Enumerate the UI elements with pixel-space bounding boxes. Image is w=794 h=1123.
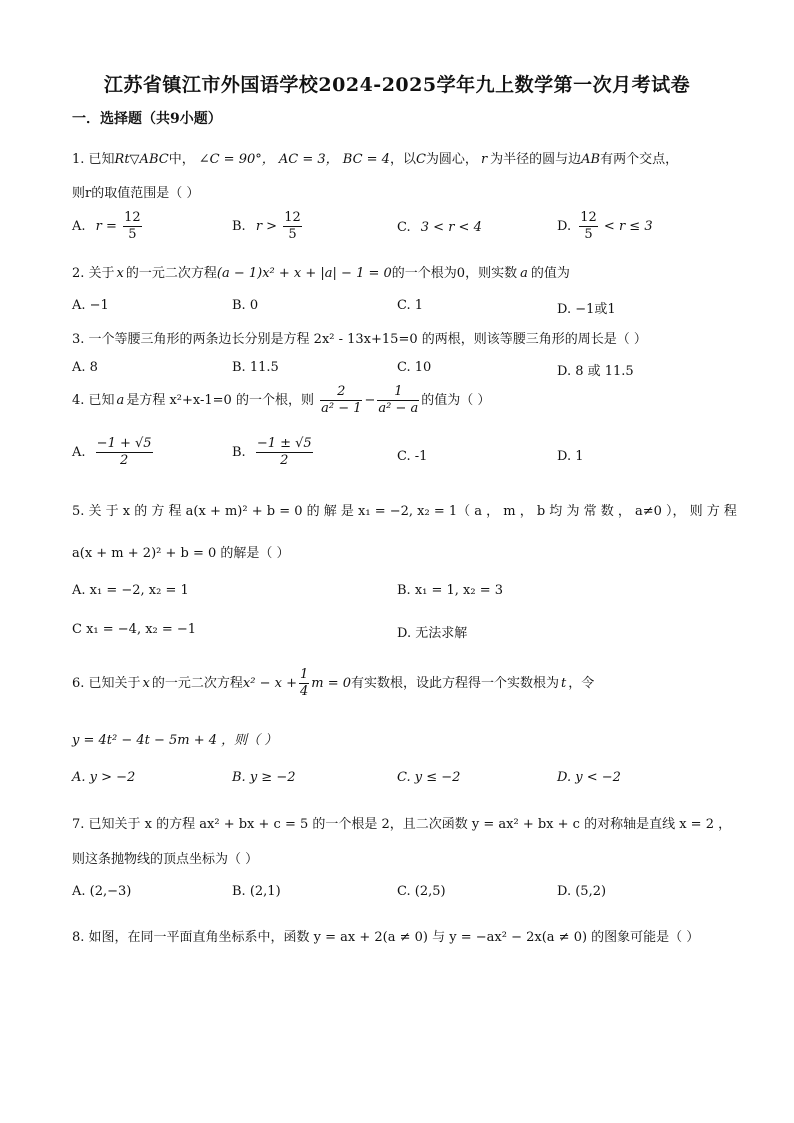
question-7-stem: 7. 已知关于 x 的方程 ax² + bx + c = 5 的一个根是 2，且二次函数 y = ax² + bx + c 的对称轴是直线 x = 2 ， — [72, 817, 732, 832]
q6-option-d[interactable]: D. y < −2 — [557, 770, 621, 785]
q2-text-b: 的一元二次方程 — [125, 266, 217, 281]
q6-equation-left: x² − x + — [242, 676, 297, 691]
q1-text-j: 有两个交点， — [600, 152, 679, 167]
q4-text-c: 的值为（ ） — [421, 393, 491, 408]
q5-option-d[interactable]: D. 无法求解 — [397, 626, 468, 641]
q6-option-b[interactable]: B. y ≥ −2 — [232, 770, 296, 785]
fraction-denominator: a² − 1 — [321, 401, 362, 416]
q7-option-c[interactable]: C. (2,5) — [397, 884, 446, 899]
q7-option-a[interactable]: A. (2,−3) — [72, 884, 132, 899]
q2-text-c: 的一个根为0，则实数 — [391, 266, 518, 281]
question-5-stem: 5. 关 于 x 的 方 程 a(x + m)² + b = 0 的 解 是 x₁ = −2, x₂ = 1（ a ， m ， b 均 为 常 数 ， a≠0 ）， 则 方 程 — [72, 504, 737, 519]
q2-option-b[interactable]: B. 0 — [232, 298, 259, 313]
q1-text-a: 1. 已知 — [72, 152, 115, 167]
fraction — [256, 436, 313, 469]
option-text: < r ≤ 3 — [603, 219, 653, 234]
fraction-denominator: 4 — [299, 684, 309, 699]
q3-option-d[interactable]: D. 8 或 11.5 — [557, 364, 634, 379]
question-1-stem — [72, 148, 678, 167]
option-text: 3 < r < 4 — [420, 220, 482, 235]
question-1-prompt: 则r的取值范围是（ ） — [72, 186, 200, 201]
q6-text-a: 6. 已知关于 — [72, 676, 141, 691]
q4-variable: a — [116, 393, 125, 408]
fraction-numerator: 12 — [124, 210, 141, 225]
option-label: A. — [72, 445, 86, 460]
fraction-numerator: −1 + √5 — [96, 436, 152, 451]
fraction-numerator: 1 — [377, 384, 419, 401]
q4-option-b[interactable] — [232, 436, 315, 469]
q6-option-c[interactable]: C. y ≤ −2 — [397, 770, 461, 785]
fraction-numerator: 12 — [580, 210, 597, 225]
q4-option-c[interactable]: C. -1 — [397, 449, 428, 464]
q5-option-c[interactable]: C x₁ = −4, x₂ = −1 — [72, 622, 197, 637]
q1-conditions: ∠C = 90°， AC = 3， BC = 4 — [198, 152, 390, 167]
q6-text-c: 有实数根，设此方程得一个实数根为 — [351, 676, 560, 691]
q1-side: AB — [581, 152, 601, 167]
q1-option-c[interactable] — [397, 220, 482, 235]
fraction — [123, 210, 142, 243]
q7-option-b[interactable]: B. (2,1) — [232, 884, 281, 899]
fraction — [283, 210, 302, 243]
minus-sign: − — [364, 393, 376, 408]
option-label: A. — [72, 219, 86, 234]
q4-option-d[interactable]: D. 1 — [557, 449, 584, 464]
question-2-stem — [72, 262, 570, 281]
q1-option-d[interactable] — [557, 210, 653, 243]
q1-option-a[interactable] — [72, 210, 144, 243]
question-3-stem: 3. 一个等腰三角形的两条边长分别是方程 2x² - 13x+15=0 的两根，则该等腰三角形的周长是（ ） — [72, 332, 647, 347]
q6-equation-right: m = 0 — [311, 676, 352, 691]
option-text: r = — [95, 219, 117, 234]
q6-root: t — [561, 676, 567, 691]
q5-option-b[interactable]: B. x₁ = 1, x₂ = 3 — [397, 583, 504, 598]
option-label: B. — [232, 219, 246, 234]
q1-text-h: 为半径的圆与边 — [490, 152, 582, 167]
q1-triangle: Rt▽ABC — [114, 152, 169, 167]
question-5-prompt: a(x + m + 2)² + b = 0 的解是（ ） — [72, 546, 290, 561]
question-6-prompt: y = 4t² − 4t − 5m + 4 ，则（ ） — [72, 733, 278, 748]
question-4-stem — [72, 384, 490, 417]
fraction — [579, 210, 598, 243]
q4-option-a[interactable] — [72, 436, 155, 469]
q5-option-a[interactable]: A. x₁ = −2, x₂ = 1 — [72, 583, 189, 598]
q4-text-b: 是方程 x²+x-1=0 的一个根，则 — [126, 393, 314, 408]
q2-text-d: 的值为 — [530, 266, 570, 281]
option-label: B. — [232, 445, 246, 460]
q2-variable: x — [116, 266, 124, 281]
q3-option-a[interactable]: A. 8 — [72, 360, 98, 375]
fraction — [96, 436, 153, 469]
fraction-numerator: 12 — [284, 210, 301, 225]
q3-option-c[interactable]: C. 10 — [397, 360, 432, 375]
q2-equation: (a − 1)x² + x + |a| − 1 = 0 — [216, 266, 392, 281]
q6-variable: x — [142, 676, 150, 691]
fraction-numerator: −1 ± √5 — [256, 436, 312, 451]
fraction — [320, 384, 362, 417]
option-text: r > — [255, 219, 278, 234]
q1-text-f: 为圆心， — [425, 152, 478, 167]
q1-center: C — [415, 152, 426, 167]
option-label: C. — [397, 220, 411, 235]
fraction-denominator: a² − a — [378, 401, 419, 416]
q1-option-b[interactable] — [232, 210, 304, 243]
fraction-denominator: 5 — [128, 227, 137, 242]
q2-option-d[interactable]: D. −1或1 — [557, 302, 616, 317]
q2-option-a[interactable]: A. −1 — [72, 298, 109, 313]
fraction-denominator: 5 — [584, 227, 593, 242]
q2-param: a — [520, 266, 528, 281]
fraction — [377, 384, 419, 417]
q2-text-a: 2. 关于 — [72, 266, 115, 281]
q1-radius: r — [480, 152, 488, 167]
fraction-numerator: 1 — [299, 667, 309, 682]
fraction — [299, 667, 309, 700]
fraction-denominator: 2 — [280, 453, 289, 468]
q3-option-b[interactable]: B. 11.5 — [232, 360, 279, 375]
q6-text-b: 的一元二次方程 — [151, 676, 243, 691]
q6-option-a[interactable]: A. y > −2 — [72, 770, 136, 785]
option-label: D. — [557, 219, 572, 234]
q6-text-d: ，令 — [568, 676, 595, 691]
section-heading: 一．选择题（共9小题） — [72, 111, 222, 127]
q2-option-c[interactable]: C. 1 — [397, 298, 424, 313]
question-7-prompt: 则这条抛物线的顶点坐标为（ ） — [72, 852, 259, 867]
q1-text-d: ，以 — [389, 152, 416, 167]
fraction-denominator: 5 — [288, 227, 297, 242]
q7-option-d[interactable]: D. (5,2) — [557, 884, 607, 899]
fraction-denominator: 2 — [119, 453, 129, 468]
fraction-numerator: 2 — [320, 384, 362, 401]
question-8-stem: 8. 如图，在同一平面直角坐标系中，函数 y = ax + 2(a ≠ 0) 与 y = −ax² − 2x(a ≠ 0) 的图象可能是（ ） — [72, 930, 700, 945]
q1-text-b: 中， — [168, 152, 195, 167]
exam-title: 江苏省镇江市外国语学校2024-2025学年九上数学第一次月考试卷 — [103, 74, 691, 96]
q4-text-a: 4. 已知 — [72, 393, 115, 408]
question-6-stem — [72, 667, 594, 700]
